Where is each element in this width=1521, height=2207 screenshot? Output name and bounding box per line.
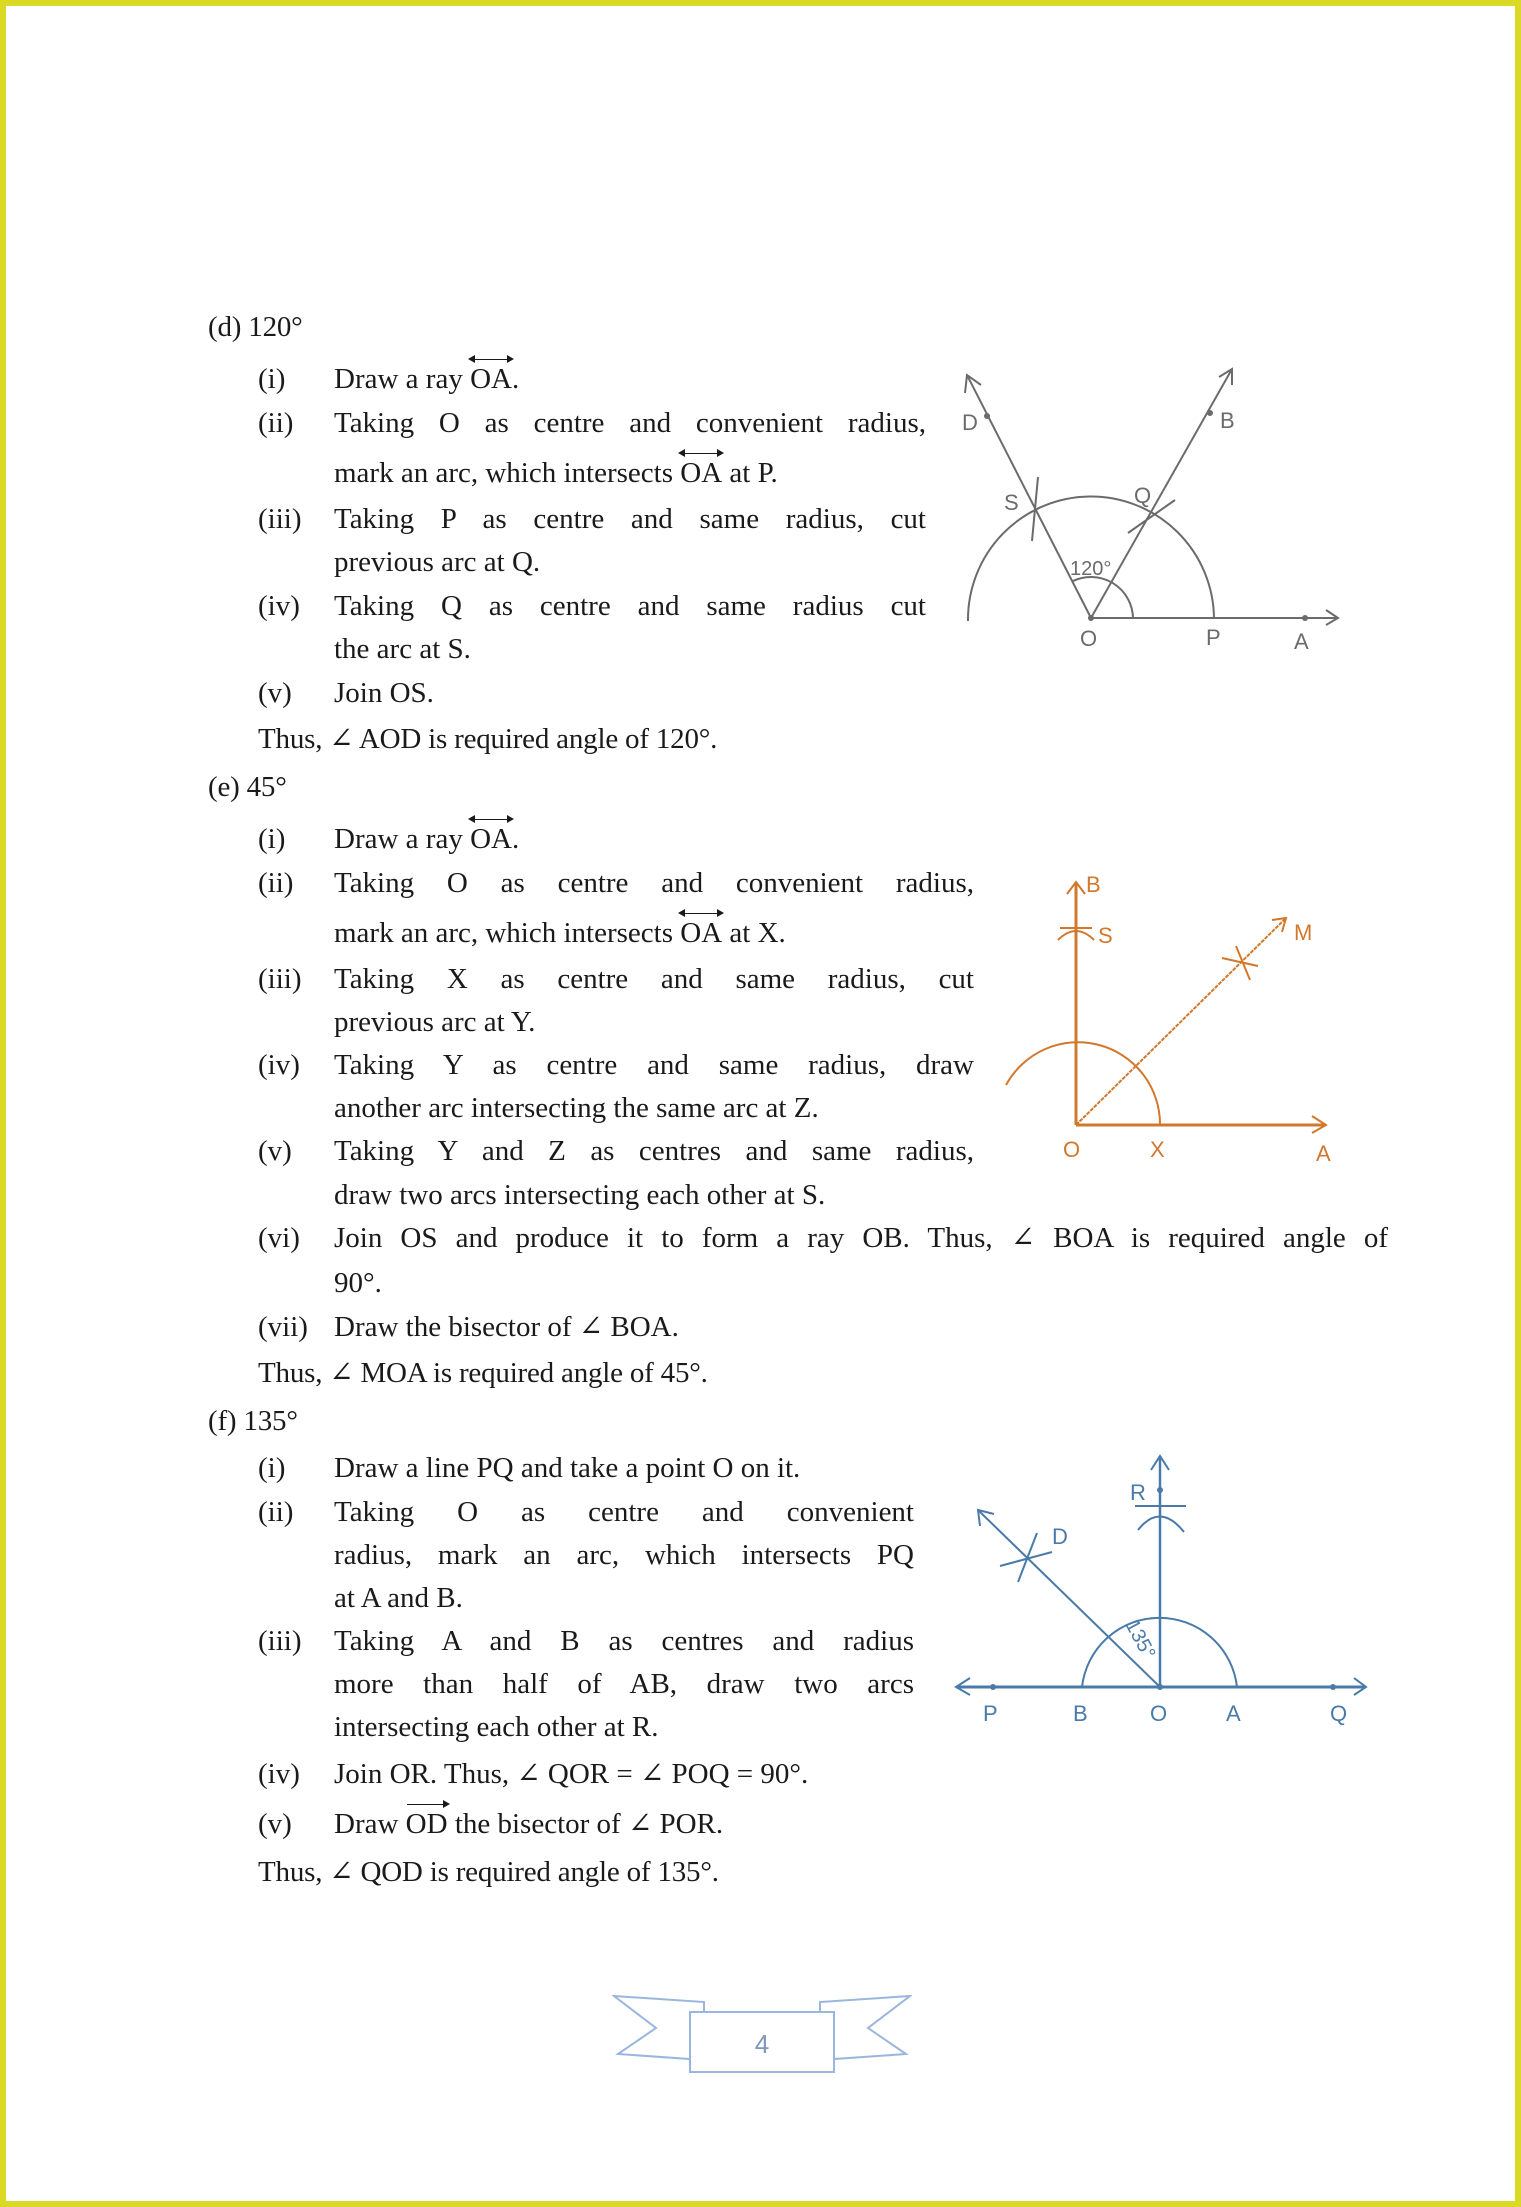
step-number: (ii) — [258, 1496, 294, 1528]
step-number: (vi) — [258, 1222, 300, 1254]
label-q: Q — [1134, 483, 1152, 508]
step-text: Join OS. — [334, 677, 434, 709]
step-text: Taking Y as centre and same radius, draw — [334, 1049, 974, 1081]
step-number: (ii) — [258, 407, 294, 439]
label-o: O — [1150, 1701, 1168, 1726]
step-text: Draw the bisector of ∠ BOA. — [334, 1311, 679, 1343]
conclusion: Thus, ∠ AOD is required angle of 120°. — [258, 723, 718, 755]
step-text: Taking Q as centre and same radius cut — [334, 590, 926, 622]
page-number-ribbon — [612, 1990, 912, 2080]
label-d: D — [962, 410, 978, 435]
label-m: M — [1294, 920, 1313, 945]
step-number: (iv) — [258, 590, 300, 622]
step-number: (vii) — [258, 1311, 308, 1343]
step-text: Taking O as centre and convenient — [334, 1496, 914, 1528]
figure-120-degree — [950, 355, 1350, 665]
label-x: X — [1150, 1137, 1165, 1162]
step-number: (v) — [258, 677, 292, 709]
ray-oa: OA — [680, 912, 722, 955]
label-angle: 135° — [1120, 1616, 1160, 1663]
ray-oa: OA — [470, 818, 512, 861]
step-text: Draw a line PQ and take a point O on it. — [334, 1452, 801, 1484]
section-e-heading: (e) 45° — [208, 771, 287, 803]
label-b: B — [1073, 1701, 1088, 1726]
label-p: P — [1206, 625, 1221, 650]
step-text: previous arc at Y. — [334, 1006, 536, 1038]
page-number: 4 — [754, 2029, 770, 2059]
step-number: (iii) — [258, 503, 302, 535]
step-text: Draw OD the bisector of ∠ POR. — [334, 1803, 723, 1846]
section-f-heading: (f) 135° — [208, 1405, 298, 1437]
figure-135-degree — [940, 1440, 1380, 1730]
conclusion: Thus, ∠ MOA is required angle of 45°. — [258, 1357, 708, 1389]
step-text: more than half of AB, draw two arcs — [334, 1668, 914, 1700]
label-a: A — [1226, 1701, 1241, 1726]
label-q: Q — [1330, 1701, 1348, 1726]
ray-oa: OA — [680, 452, 722, 495]
label-a: A — [1294, 629, 1309, 654]
step-number: (v) — [258, 1808, 292, 1840]
ray-od: OD — [406, 1803, 448, 1846]
step-text: mark an arc, which intersects OA at X. — [334, 912, 786, 955]
step-text: Join OS and produce it to form a ray OB. Thus, ∠ BOA is required angle of — [334, 1222, 1388, 1254]
label-s: S — [1004, 490, 1019, 515]
label-b: B — [1220, 408, 1235, 433]
figure-45-degree — [1000, 860, 1360, 1180]
step-text: draw two arcs intersecting each other at S. — [334, 1179, 826, 1211]
label-p: P — [983, 1701, 998, 1726]
step-number: (iii) — [258, 963, 302, 995]
step-number: (iv) — [258, 1049, 300, 1081]
step-text: 90°. — [334, 1267, 382, 1299]
step-text: the arc at S. — [334, 633, 471, 665]
step-text: previous arc at Q. — [334, 546, 541, 578]
step-text: intersecting each other at R. — [334, 1711, 659, 1743]
step-text: Join OR. Thus, ∠ QOR = ∠ POQ = 90°. — [334, 1758, 809, 1790]
step-text: Taking Y and Z as centres and same radius, — [334, 1135, 974, 1167]
label-a: A — [1316, 1141, 1331, 1166]
step-text: mark an arc, which intersects OA at P. — [334, 452, 778, 495]
step-text: at A and B. — [334, 1582, 463, 1614]
label-o: O — [1063, 1137, 1081, 1162]
step-number: (i) — [258, 1452, 286, 1484]
step-number: (v) — [258, 1135, 292, 1167]
step-text: Taking X as centre and same radius, cut — [334, 963, 974, 995]
step-text: radius, mark an arc, which intersects PQ — [334, 1539, 914, 1571]
label-angle: 120° — [1070, 558, 1112, 580]
label-o: O — [1080, 626, 1098, 651]
label-r: R — [1130, 1480, 1146, 1505]
ray-oa: OA — [470, 358, 512, 401]
step-text: Taking P as centre and same radius, cut — [334, 503, 926, 535]
step-number: (iv) — [258, 1758, 300, 1790]
step-number: (iii) — [258, 1625, 302, 1657]
step-text: Taking O as centre and convenient radius, — [334, 867, 974, 899]
step-number: (i) — [258, 823, 286, 855]
label-s: S — [1098, 923, 1113, 948]
step-text: Draw a ray OA. — [334, 818, 519, 861]
step-number: (i) — [258, 363, 286, 395]
step-number: (ii) — [258, 867, 294, 899]
step-text: another arc intersecting the same arc at Z. — [334, 1092, 819, 1124]
step-text: Taking O as centre and convenient radius, — [334, 407, 926, 439]
label-d: D — [1052, 1524, 1068, 1549]
step-text: Draw a ray OA. — [334, 358, 519, 401]
conclusion: Thus, ∠ QOD is required angle of 135°. — [258, 1856, 719, 1888]
label-b: B — [1086, 872, 1101, 897]
step-text: Taking A and B as centres and radius — [334, 1625, 914, 1657]
section-d-heading: (d) 120° — [208, 311, 303, 343]
